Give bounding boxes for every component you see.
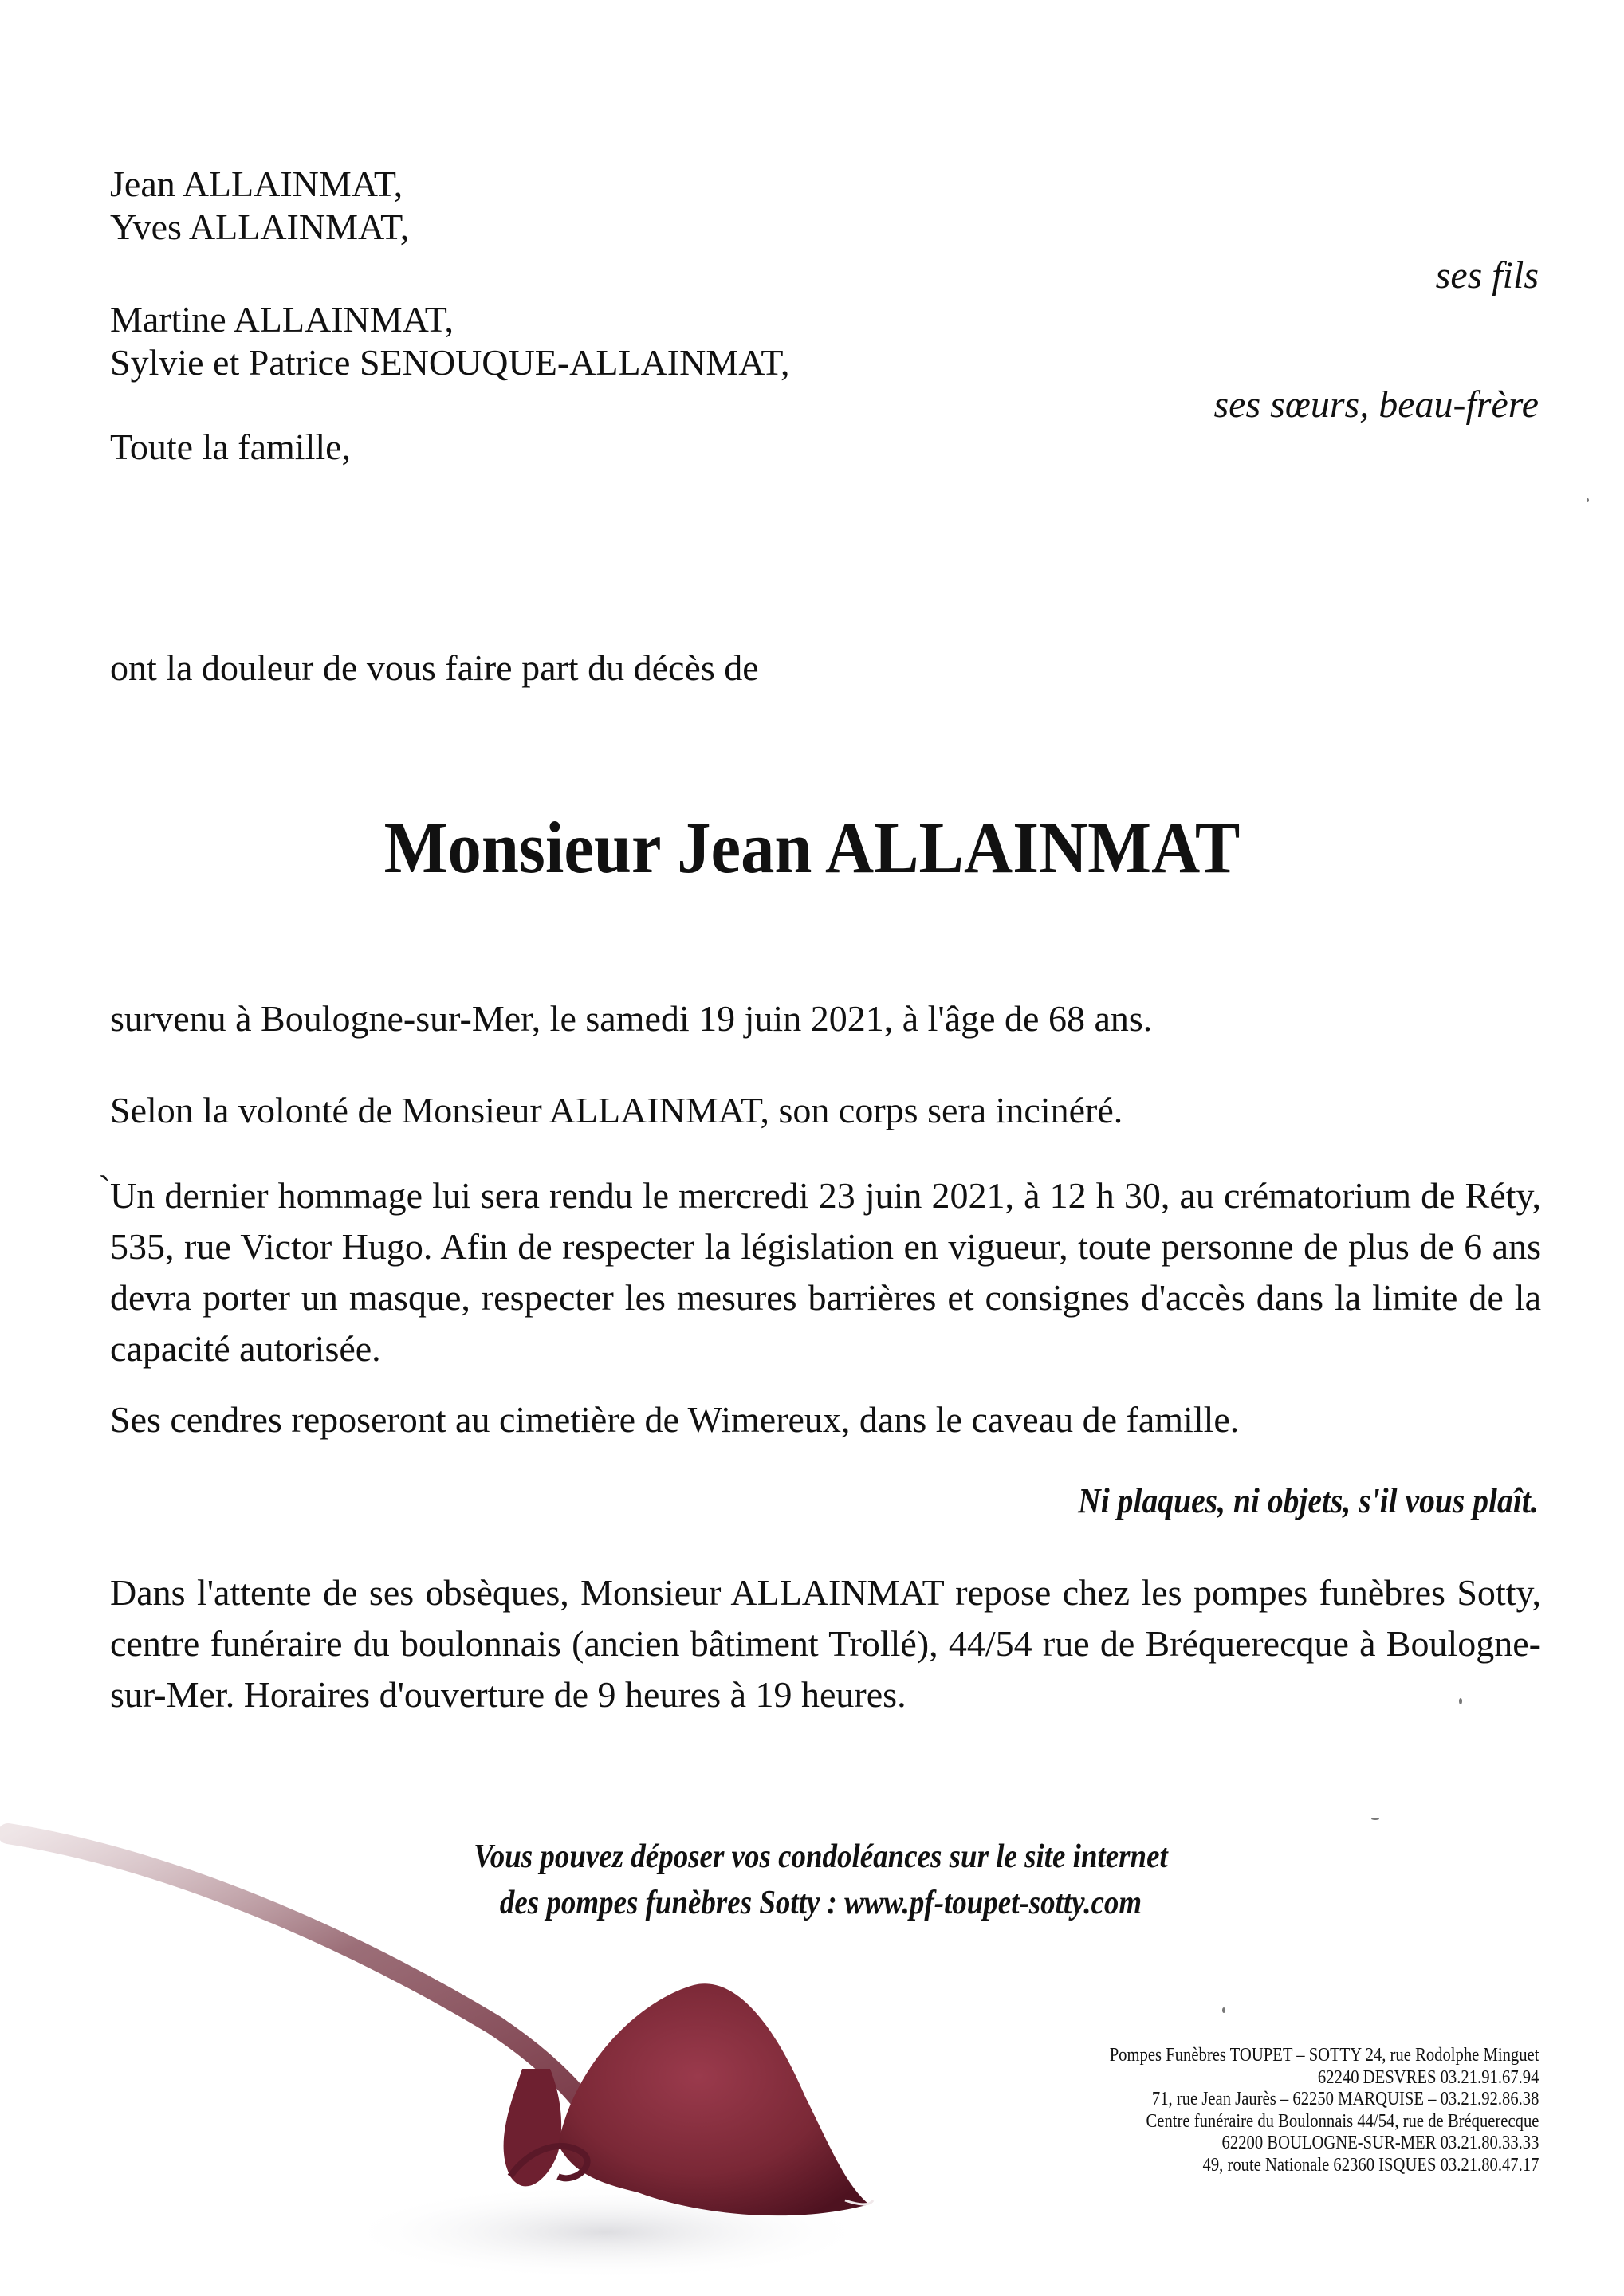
flower-petal [558, 1983, 869, 2215]
footer-line: 71, rue Jean Jaurès – 62250 MARQUISE – 03.21.92.86.38 [1151, 2089, 1539, 2109]
relation-sisters: ses sœurs, beau-frère [1213, 383, 1539, 426]
family-all: Toute la famille, [110, 427, 352, 467]
footer-line: 62240 DESVRES 03.21.91.67.94 [1317, 2066, 1539, 2088]
cremation-paragraph: Selon la volonté de Monsieur ALLAINMAT, son corps sera incinéré. [110, 1090, 1123, 1130]
footer-line: Centre funéraire du Boulonnais 44/54, rue de Bréquerecque [1146, 2110, 1539, 2132]
funeral-home-addresses [1109, 2045, 1539, 2176]
family-member-2: Yves ALLAINMAT, [110, 206, 410, 247]
family-member-1: Jean ALLAINMAT, [110, 163, 403, 204]
rest-paragraph: Dans l'attente de ses obsèques, Monsieur ALLAINMAT repose chez les pompes funèbres Sotty, centre funéraire du boulonnais (ancien bâtiment Trollé), 44/54 rue de Bréquerecque à Boulogne-sur-Mer. Horaires d'ouverture de 9 heures à 19 heures. [110, 1572, 1541, 1715]
deceased-name-title: Monsieur Jean ALLAINMAT [383, 807, 1241, 888]
scan-speck [1222, 2007, 1225, 2013]
family-member-3: Martine ALLAINMAT, [110, 299, 454, 340]
ashes-paragraph: Ses cendres reposeront au cimetière de Wimereux, dans le caveau de famille. [110, 1399, 1240, 1440]
family-member-4: Sylvie et Patrice SENOUQUE-ALLAINMAT, [110, 342, 790, 383]
footer-line: Pompes Funèbres TOUPET – SOTTY 24, rue Rodolphe Minguet [1109, 2045, 1539, 2066]
condolences-line-1: Vous pouvez déposer vos condoléances sur le site internet [474, 1838, 1168, 1875]
condolences-website-line[interactable]: des pompes funèbres Sotty : www.pf-toupet-sotty.com [499, 1885, 1142, 1921]
no-plaques-notice: Ni plaques, ni objets, s'il vous plaît. [1078, 1481, 1539, 1520]
tribute-paragraph: ̀Un dernier hommage lui sera rendu le mercredi 23 juin 2021, à 12 h 30, au crématorium de Réty, 535, rue Victor Hugo. Afin de respecter la législation en vigueur, toute personne de plus de 6 ans devra porter un masque, respecter les mesures barrières et consignes d'accès dans la limite de la capacité autorisée. [110, 1175, 1541, 1369]
footer-line: 49, route Nationale 62360 ISQUES 03.21.80.47.17 [1202, 2154, 1539, 2176]
scan-speck [1587, 498, 1589, 502]
intro-text: ont la douleur de vous faire part du décès de [110, 647, 759, 688]
footer-line: 62200 BOULOGNE-SUR-MER 03.21.80.33.33 [1221, 2133, 1539, 2153]
relation-sons: ses fils [1435, 254, 1539, 297]
scan-speck [1459, 1698, 1462, 1704]
condolences-block [106, 1834, 1536, 1926]
scan-speck [1371, 1818, 1379, 1820]
death-paragraph: survenu à Boulogne-sur-Mer, le samedi 19 juin 2021, à l'âge de 68 ans. [110, 998, 1153, 1039]
